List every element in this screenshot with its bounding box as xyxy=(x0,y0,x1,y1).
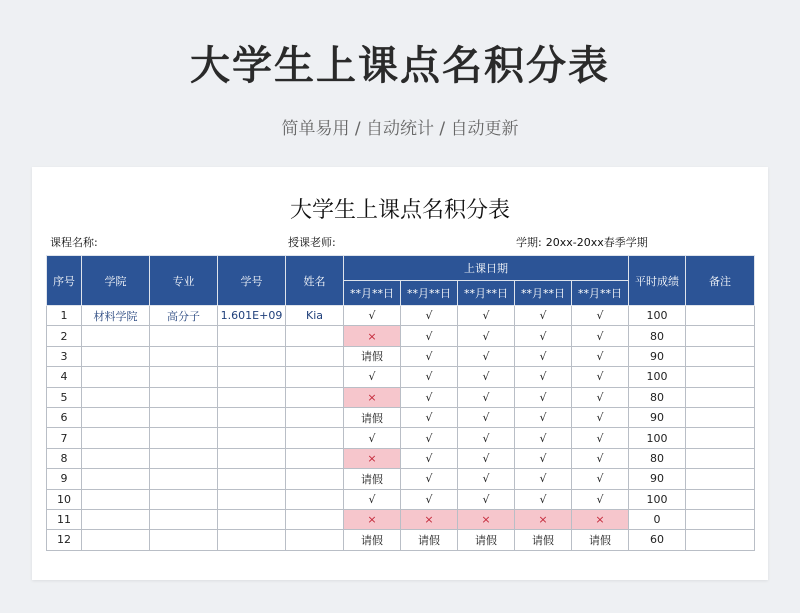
cell-score[interactable]: 90 xyxy=(629,407,686,427)
cell-major[interactable] xyxy=(150,530,218,550)
cell-college[interactable] xyxy=(82,346,150,366)
cell-attendance[interactable]: √ xyxy=(344,428,401,448)
header-student-id: 学号 xyxy=(218,256,286,306)
page-title: 大学生上课点名积分表 xyxy=(190,43,610,89)
cell-attendance[interactable]: 请假 xyxy=(401,530,458,550)
cell-seq[interactable]: 2 xyxy=(47,326,82,346)
header-date-2: **月**日 xyxy=(401,281,458,306)
header-date-3: **月**日 xyxy=(458,281,515,306)
cell-attendance[interactable]: 请假 xyxy=(572,530,629,550)
cell-major[interactable] xyxy=(150,489,218,509)
term-field xyxy=(516,234,648,250)
cell-attendance[interactable]: × xyxy=(458,509,515,529)
cell-score[interactable]: 100 xyxy=(629,489,686,509)
cell-college[interactable] xyxy=(82,428,150,448)
cell-note[interactable] xyxy=(686,407,755,427)
cell-attendance[interactable]: 请假 xyxy=(344,407,401,427)
cell-note[interactable] xyxy=(686,469,755,489)
cell-score[interactable]: 90 xyxy=(629,346,686,366)
cell-seq[interactable]: 7 xyxy=(47,428,82,448)
cell-attendance[interactable]: √ xyxy=(344,306,401,326)
cell-student-id[interactable] xyxy=(218,530,286,550)
cell-major[interactable] xyxy=(150,428,218,448)
cell-seq[interactable]: 6 xyxy=(47,407,82,427)
cell-name[interactable]: Kia xyxy=(286,306,344,326)
cell-score[interactable]: 60 xyxy=(629,530,686,550)
cell-note[interactable] xyxy=(686,387,755,407)
table-header xyxy=(47,256,755,306)
cell-note[interactable] xyxy=(686,428,755,448)
header-date-1: **月**日 xyxy=(344,281,401,306)
header-college: 学院 xyxy=(82,256,150,306)
cell-name[interactable] xyxy=(286,509,344,529)
cell-seq[interactable]: 8 xyxy=(47,448,82,468)
cell-student-id[interactable] xyxy=(218,346,286,366)
cell-major[interactable] xyxy=(150,407,218,427)
cell-college[interactable] xyxy=(82,387,150,407)
table-row xyxy=(47,326,755,346)
cell-student-id[interactable] xyxy=(218,469,286,489)
cell-attendance[interactable]: × xyxy=(344,387,401,407)
cell-major[interactable] xyxy=(150,469,218,489)
teacher-label: 授课老师: xyxy=(288,236,336,249)
attendance-table xyxy=(46,255,755,551)
cell-attendance[interactable]: √ xyxy=(458,346,515,366)
cell-attendance[interactable]: √ xyxy=(572,407,629,427)
cell-score[interactable]: 80 xyxy=(629,326,686,346)
cell-score[interactable]: 100 xyxy=(629,428,686,448)
spreadsheet-sheet xyxy=(32,167,768,580)
cell-major[interactable] xyxy=(150,509,218,529)
cell-major[interactable] xyxy=(150,367,218,387)
cell-attendance[interactable]: × xyxy=(344,448,401,468)
cell-attendance[interactable]: × xyxy=(344,509,401,529)
cell-attendance[interactable]: × xyxy=(401,509,458,529)
cell-college[interactable] xyxy=(82,489,150,509)
cell-name[interactable] xyxy=(286,407,344,427)
cell-attendance[interactable]: √ xyxy=(458,489,515,509)
cell-attendance[interactable]: 请假 xyxy=(344,530,401,550)
cell-college[interactable] xyxy=(82,469,150,489)
cell-college[interactable] xyxy=(82,509,150,529)
cell-attendance[interactable]: √ xyxy=(458,469,515,489)
cell-attendance[interactable]: 请假 xyxy=(515,530,572,550)
cell-note[interactable] xyxy=(686,306,755,326)
table-row xyxy=(47,530,755,550)
table-body xyxy=(47,306,755,551)
cell-attendance[interactable]: × xyxy=(515,509,572,529)
cell-attendance[interactable]: √ xyxy=(458,326,515,346)
cell-attendance[interactable]: √ xyxy=(401,387,458,407)
table-row xyxy=(47,509,755,529)
cell-note[interactable] xyxy=(686,509,755,529)
cell-student-id[interactable] xyxy=(218,509,286,529)
table-row xyxy=(47,428,755,448)
cell-score[interactable]: 90 xyxy=(629,469,686,489)
cell-attendance[interactable]: 请假 xyxy=(344,469,401,489)
cell-student-id[interactable] xyxy=(218,367,286,387)
cell-attendance[interactable]: √ xyxy=(515,407,572,427)
cell-score[interactable]: 100 xyxy=(629,367,686,387)
cell-attendance[interactable]: √ xyxy=(458,367,515,387)
cell-attendance[interactable]: √ xyxy=(401,407,458,427)
cell-college[interactable] xyxy=(82,530,150,550)
cell-attendance[interactable]: √ xyxy=(344,489,401,509)
cell-name[interactable] xyxy=(286,367,344,387)
term-label: 学期: xyxy=(516,236,542,249)
cell-attendance[interactable]: √ xyxy=(515,428,572,448)
cell-name[interactable] xyxy=(286,326,344,346)
cell-attendance[interactable]: √ xyxy=(572,346,629,366)
cell-note[interactable] xyxy=(686,326,755,346)
cell-name[interactable] xyxy=(286,346,344,366)
header-date-group: 上课日期 xyxy=(344,256,629,281)
cell-attendance[interactable]: √ xyxy=(344,367,401,387)
cell-attendance[interactable]: √ xyxy=(401,469,458,489)
cell-attendance[interactable]: √ xyxy=(401,306,458,326)
cell-student-id[interactable] xyxy=(218,326,286,346)
cell-attendance[interactable]: √ xyxy=(515,346,572,366)
cell-attendance[interactable]: √ xyxy=(515,489,572,509)
cell-note[interactable] xyxy=(686,448,755,468)
header-score: 平时成绩 xyxy=(629,256,686,306)
cell-score[interactable]: 0 xyxy=(629,509,686,529)
cell-student-id[interactable] xyxy=(218,407,286,427)
cell-student-id[interactable] xyxy=(218,448,286,468)
cell-attendance[interactable]: × xyxy=(344,326,401,346)
cell-attendance[interactable]: √ xyxy=(572,326,629,346)
cell-college[interactable] xyxy=(82,367,150,387)
cell-attendance[interactable]: √ xyxy=(515,326,572,346)
cell-college[interactable] xyxy=(82,407,150,427)
cell-seq[interactable]: 12 xyxy=(47,530,82,550)
cell-attendance[interactable]: √ xyxy=(458,407,515,427)
cell-major[interactable] xyxy=(150,448,218,468)
cell-note[interactable] xyxy=(686,530,755,550)
cell-major[interactable] xyxy=(150,387,218,407)
cell-name[interactable] xyxy=(286,448,344,468)
cell-attendance[interactable]: √ xyxy=(572,387,629,407)
cell-attendance[interactable]: √ xyxy=(401,448,458,468)
header-note: 备注 xyxy=(686,256,755,306)
cell-student-id[interactable] xyxy=(218,428,286,448)
cell-seq[interactable]: 9 xyxy=(47,469,82,489)
cell-seq[interactable]: 5 xyxy=(47,387,82,407)
cell-attendance[interactable]: 请假 xyxy=(344,346,401,366)
cell-attendance[interactable]: √ xyxy=(515,367,572,387)
cell-seq[interactable]: 4 xyxy=(47,367,82,387)
table-row xyxy=(47,489,755,509)
cell-attendance[interactable]: √ xyxy=(401,326,458,346)
cell-college[interactable] xyxy=(82,326,150,346)
cell-attendance[interactable]: √ xyxy=(572,306,629,326)
table-row xyxy=(47,346,755,366)
cell-name[interactable] xyxy=(286,489,344,509)
sheet-title: 大学生上课点名积分表 xyxy=(289,198,510,223)
cell-attendance[interactable]: √ xyxy=(401,346,458,366)
cell-attendance[interactable]: √ xyxy=(572,448,629,468)
cell-college[interactable]: 材料学院 xyxy=(82,306,150,326)
cell-attendance[interactable]: √ xyxy=(458,428,515,448)
term-value[interactable]: 20xx-20xx春季学期 xyxy=(545,236,648,249)
cell-attendance[interactable]: √ xyxy=(515,448,572,468)
cell-score[interactable]: 80 xyxy=(629,387,686,407)
table-row xyxy=(47,387,755,407)
cell-attendance[interactable]: √ xyxy=(572,367,629,387)
cell-attendance[interactable]: √ xyxy=(401,489,458,509)
course-name-field xyxy=(50,234,102,250)
cell-student-id[interactable]: 1.601E+09 xyxy=(218,306,286,326)
cell-student-id[interactable] xyxy=(218,489,286,509)
cell-attendance[interactable]: √ xyxy=(572,489,629,509)
cell-name[interactable] xyxy=(286,387,344,407)
table-row xyxy=(47,469,755,489)
cell-major[interactable]: 高分子 xyxy=(150,306,218,326)
table-row xyxy=(47,306,755,326)
cell-name[interactable] xyxy=(286,469,344,489)
cell-score[interactable]: 80 xyxy=(629,448,686,468)
cell-attendance[interactable]: 请假 xyxy=(458,530,515,550)
cell-name[interactable] xyxy=(286,428,344,448)
cell-attendance[interactable]: √ xyxy=(458,306,515,326)
cell-seq[interactable]: 11 xyxy=(47,509,82,529)
table-row xyxy=(47,448,755,468)
cell-seq[interactable]: 10 xyxy=(47,489,82,509)
table-row xyxy=(47,367,755,387)
cell-attendance[interactable]: √ xyxy=(458,387,515,407)
cell-major[interactable] xyxy=(150,326,218,346)
page-subtitle: 简单易用 / 自动统计 / 自动更新 xyxy=(281,119,519,139)
cell-attendance[interactable]: √ xyxy=(572,428,629,448)
cell-attendance[interactable]: × xyxy=(572,509,629,529)
cell-college[interactable] xyxy=(82,448,150,468)
course-name-label: 课程名称: xyxy=(50,236,98,249)
cell-seq[interactable]: 3 xyxy=(47,346,82,366)
cell-name[interactable] xyxy=(286,530,344,550)
cell-attendance[interactable]: √ xyxy=(401,428,458,448)
header-major: 专业 xyxy=(150,256,218,306)
cell-note[interactable] xyxy=(686,346,755,366)
cell-score[interactable]: 100 xyxy=(629,306,686,326)
cell-attendance[interactable]: √ xyxy=(572,469,629,489)
cell-attendance[interactable]: √ xyxy=(458,448,515,468)
header-date-5: **月**日 xyxy=(572,281,629,306)
cell-attendance[interactable]: √ xyxy=(515,387,572,407)
cell-major[interactable] xyxy=(150,346,218,366)
cell-note[interactable] xyxy=(686,367,755,387)
teacher-field xyxy=(288,234,340,250)
cell-seq[interactable]: 1 xyxy=(47,306,82,326)
cell-attendance[interactable]: √ xyxy=(515,469,572,489)
cell-student-id[interactable] xyxy=(218,387,286,407)
header-name: 姓名 xyxy=(286,256,344,306)
header-date-4: **月**日 xyxy=(515,281,572,306)
table-row xyxy=(47,407,755,427)
cell-attendance[interactable]: √ xyxy=(515,306,572,326)
cell-note[interactable] xyxy=(686,489,755,509)
cell-attendance[interactable]: √ xyxy=(401,367,458,387)
header-seq: 序号 xyxy=(47,256,82,306)
